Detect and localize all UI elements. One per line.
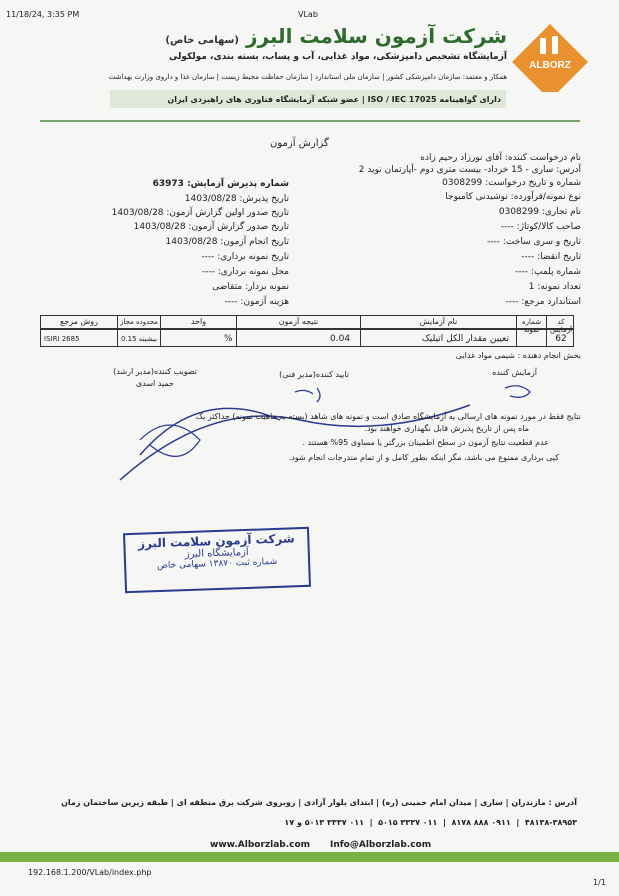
footer-web: www.Alborzlab.com — [210, 840, 311, 850]
company-stamp: شرکت آزمون سلامت البرز آزمایشگاه البرز شماره ثبت ۱۳۸۷۰ سهامی خاص — [123, 527, 311, 593]
th-sample-no: شماره نمونه — [521, 318, 542, 334]
th-limit: محدوده مجاز — [119, 318, 159, 326]
owner: صاحب کالا/کوتاژ: ---- — [500, 222, 581, 232]
company-name: شرکت آزمون سلامت البرز (سهامی خاص) — [165, 24, 507, 48]
note-1: نتایج فقط در مورد نمونه های ارسالی یه آزمایشگاه صادق است و نمونه های شاهد (بسته به ماهیت نمونه) حداکثر یک — [195, 412, 581, 421]
td-limit: بیشینه 0.15 — [120, 335, 158, 343]
sampling-place: محل نمونه برداری: ---- — [201, 267, 289, 277]
header-divider — [40, 120, 580, 122]
trade-name: نام تجاری: 0308299 — [498, 207, 581, 217]
th-method: روش مرجع — [60, 317, 98, 326]
sampling-date: تاریخ نمونه برداری: ---- — [201, 252, 289, 262]
tester-label: آزمایش کننده — [492, 368, 537, 377]
td-method: ISIRI 2685 — [44, 335, 80, 343]
company-services: آزمایشگاه تشخیص دامپزشکی، مواد غذایی، آب و پساب، بسته بندی، مولکولی — [168, 52, 507, 62]
request-no: شماره و تاریخ درخواست: 0308299 — [442, 178, 581, 188]
reception-no: شماره پذیرش آزمایش: 63973 — [152, 179, 289, 189]
reception-date: تاریخ پذیرش: 1403/08/28 — [184, 194, 289, 204]
note-4: کپی برداری ممنوع می باشد، مگر اینکه بطور کامل و از تمام مندرجات انجام شود. — [288, 453, 559, 462]
logo-text: ALBORZ — [529, 60, 571, 71]
final-label: تصویب کننده(مدیر ارشد) — [113, 367, 197, 376]
th-test-name: نام آزمایش — [419, 317, 458, 326]
td-code: 62 — [555, 334, 567, 344]
footer-address: آدرس : مازندران | ساری | میدان امام خمینی (ره) | ابتدای بلوار آزادی | روبروی شرکت برق منطقه ای | طبقه زیرین ساختمان زمان — [61, 798, 577, 807]
print-title: VLab — [298, 10, 318, 19]
signature-marks — [80, 380, 560, 520]
td-result: 0.04 — [330, 334, 351, 344]
sample-count: تعداد نمونه: 1 — [528, 282, 581, 292]
requester: نام درخواست کننده: آقای نورزاد رحیم زاده — [420, 153, 581, 163]
print-datetime: 11/18/24, 3:35 PM — [6, 10, 80, 19]
first-issue: تاریخ صدور اولین گزارش آزمون: 1403/08/28 — [111, 208, 289, 218]
note-2: ماه پس از تاریخ پذیرش قابل نگهداری خواهند بود. — [364, 424, 529, 433]
sample-type: نوع نمونه/فرآورده: نوشیدنی کامبوجا — [445, 192, 581, 202]
production: تاریخ و سری ساخت: ---- — [487, 237, 581, 247]
approver-label: تایید کننده(مدیر فنی) — [279, 370, 349, 379]
company-partners: همکار و معتمد: سازمان دامپزشکی کشور | سازمان ملی استاندارد | سازمان حفاظت محیط زیست | سازمان غذا و داروی وزارت بهداشت — [108, 73, 507, 81]
td-test-name: تعیین مقدار الکل اتیلیک — [421, 334, 509, 344]
page-footer — [0, 790, 619, 856]
footer-bar — [0, 852, 619, 862]
footer-contacts: ۴۸۱۳۸-۳۸۹۵۳ | ۰۹۱۱ ۸۸۸ ۸۱۷۸ | ۰۱۱ ۳۳۳۷ ۵۰۱۵ | ۰۱۱ ۳۳۳۷ ۵۰۱۳ و ۱۷ — [284, 818, 577, 827]
report-title: گزارش آزمون — [270, 138, 329, 149]
address: آدرس: ساری - 15 خرداد- بیست متری دوم -آپارتمان نوید 2 — [358, 165, 581, 175]
page-count: 1/1 — [593, 878, 606, 887]
note-3: عدم قطعیت نتایج آزمون در سطح اطمینان بزرگتر یا مساوی 95% هستند . — [302, 438, 549, 447]
issue-date: تاریخ صدور گزارش آزمون: 1403/08/28 — [133, 222, 289, 232]
print-url: 192.168.1.200/VLab/index.php — [28, 868, 152, 877]
department: بخش انجام دهنده : شیمی مواد غذایی — [455, 351, 581, 360]
th-unit: واحد — [190, 317, 207, 326]
standard: استاندارد مرجع: ---- — [505, 297, 581, 307]
cert-info: دارای گواهینامه ISO / IEC 17025 | عضو شبکه آزمایشگاه فناوری های راهبردی ایران — [167, 95, 501, 104]
seal-no: شماره پلمپ: ---- — [515, 267, 581, 277]
th-code: کد آزمایش — [549, 318, 573, 334]
th-result: نتیجه آزمون — [278, 317, 319, 326]
footer-email: Info@Alborzlab.com — [330, 840, 432, 850]
td-unit: % — [224, 334, 233, 344]
expiry: تاریخ انقضا: ---- — [521, 252, 581, 262]
alborz-logo — [510, 22, 590, 92]
final-name: حمید اسدی — [135, 379, 174, 388]
cost: هزینه آزمون: ---- — [224, 297, 289, 307]
test-date: تاریخ انجام آزمون: 1403/08/28 — [165, 237, 289, 247]
sampler: نمونه بردار: متقاضی — [212, 282, 289, 292]
